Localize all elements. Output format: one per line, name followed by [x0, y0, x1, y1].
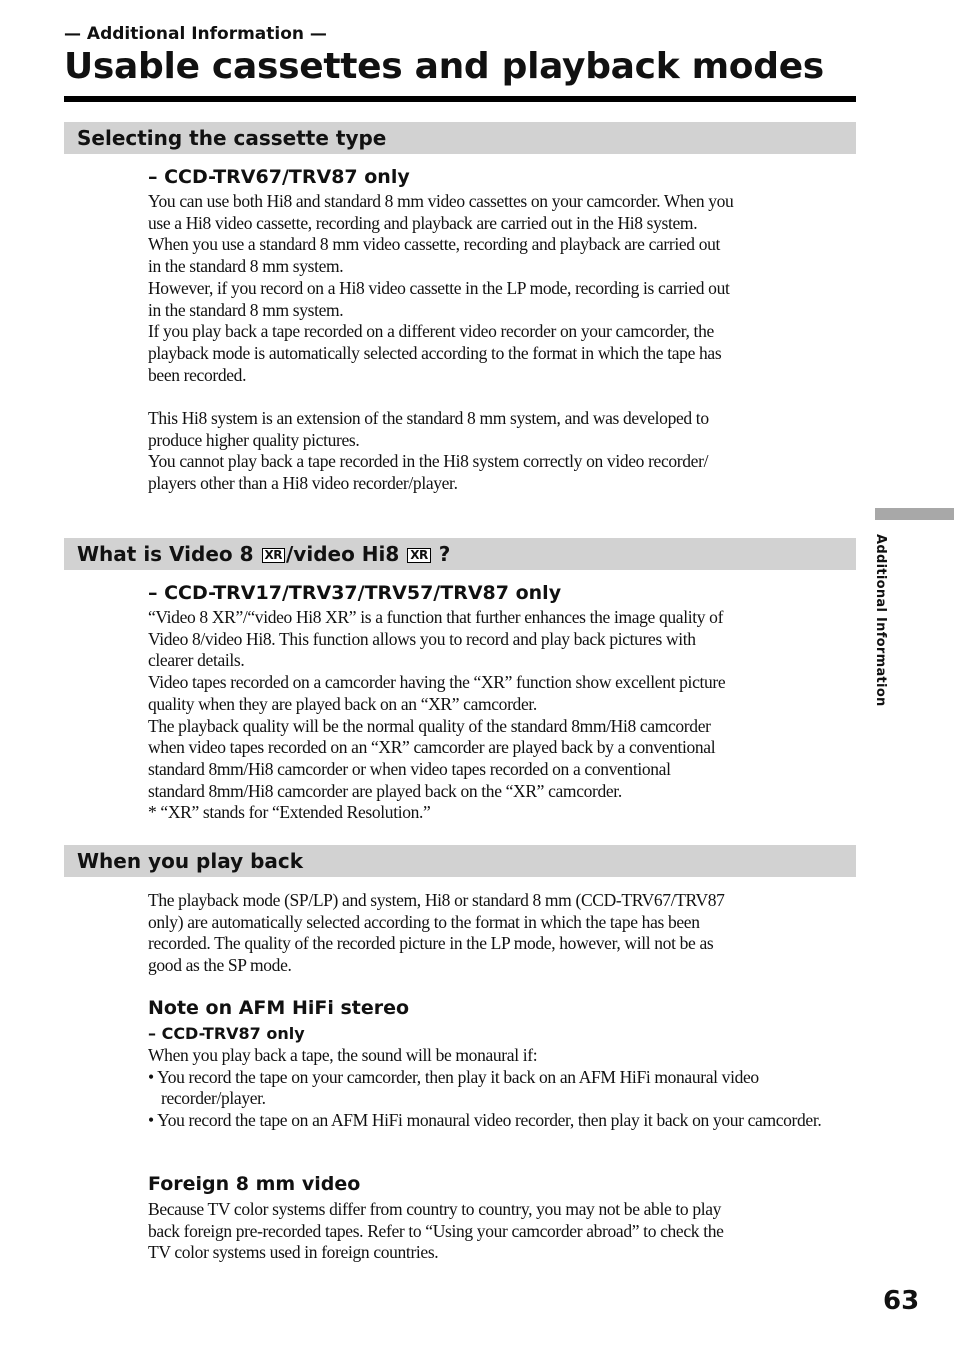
side-tab-label: Additional Information: [873, 534, 888, 707]
subheading-model-cassette: – CCD-TRV67/TRV87 only: [148, 166, 410, 188]
side-tab-marker: [875, 508, 954, 520]
subheading-model-xr: – CCD-TRV17/TRV37/TRV57/TRV87 only: [148, 582, 562, 604]
text-line: players other than a Hi8 video recorder/player.: [148, 473, 458, 494]
section-heading-play-back: When you play back: [64, 845, 856, 877]
text-line: playback mode is automatically selected according to the format in which the tape has: [148, 342, 722, 363]
section-label: — Additional Information —: [64, 24, 327, 44]
foreign-heading: Foreign 8 mm video: [148, 1173, 361, 1195]
text-line: Because TV color systems differ from country to country, you may not be able to play: [148, 1199, 722, 1219]
playback-body: [148, 890, 838, 977]
text-line: If you play back a tape recorded on a different video recorder on your camcorder, the: [148, 321, 714, 342]
text-line: back foreign pre-recorded tapes. Refer to “Using your camcorder abroad” to check the: [148, 1220, 724, 1241]
afm-body: [148, 1045, 838, 1132]
text-line: been recorded.: [148, 364, 247, 385]
page-number: 63: [883, 1286, 920, 1316]
text-line: use a Hi8 video cassette, recording and playback are carried out in the Hi8 system.: [148, 212, 698, 233]
text-line: standard 8mm/Hi8 camcorder are played back on the “XR” camcorder.: [148, 780, 622, 801]
xr-body: [148, 607, 838, 824]
text-line: when video tapes recorded on an “XR” camcorder are played back by a conventional: [148, 737, 716, 758]
heading-text: /video Hi8: [286, 542, 400, 566]
section-heading-cassette-type: Selecting the cassette type: [64, 122, 856, 154]
text-line: When you play back a tape, the sound will be monaural if:: [148, 1045, 538, 1065]
text-line: only) are automatically selected according to the format in which the tape has been: [148, 911, 700, 932]
text-line: good as the SP mode.: [148, 955, 292, 976]
text-line: clearer details.: [148, 650, 245, 671]
text-line: You cannot play back a tape recorded in the Hi8 system correctly on video recorder/: [148, 451, 709, 472]
text-line: You can use both Hi8 and standard 8 mm video cassettes on your camcorder. When you: [148, 191, 734, 211]
foreign-body: [148, 1199, 838, 1264]
afm-heading: Note on AFM HiFi stereo: [148, 997, 410, 1019]
text-line: This Hi8 system is an extension of the standard 8 mm system, and was developed to: [148, 408, 709, 429]
text-line: produce higher quality pictures.: [148, 429, 360, 450]
heading-text: ?: [438, 542, 451, 566]
cassette-body: [148, 191, 838, 495]
text-line: The playback mode (SP/LP) and system, Hi8 or standard 8 mm (CCD-TRV67/TRV87: [148, 890, 725, 910]
text-line: quality when they are played back on an “XR” camcorder.: [148, 693, 537, 714]
title-rule: [64, 96, 856, 102]
list-item: • You record the tape on your camcorder, then play it back on an AFM HiFi monaural video recorder/player.: [148, 1066, 759, 1109]
text-line: Video 8/video Hi8. This function allows you to record and play back pictures with: [148, 628, 696, 649]
text-line: “Video 8 XR”/“video Hi8 XR” is a function that further enhances the image quality of: [148, 607, 724, 627]
xr-badge-icon: XR: [262, 548, 286, 563]
text-line: However, if you record on a Hi8 video cassette in the LP mode, recording is carried out: [148, 277, 730, 298]
text-line: When you use a standard 8 mm video cassette, recording and playback are carried out: [148, 234, 721, 255]
heading-text: What is Video 8: [77, 542, 254, 566]
text-line: standard 8mm/Hi8 camcorder or when video tapes recorded on a conventional: [148, 758, 671, 779]
xr-badge-icon: XR: [407, 548, 431, 563]
section-heading-xr: [64, 538, 856, 570]
text-line: in the standard 8 mm system.: [148, 256, 344, 277]
text-line: in the standard 8 mm system.: [148, 299, 344, 320]
page-title: Usable cassettes and playback modes: [64, 46, 824, 87]
text-line: TV color systems used in foreign countries.: [148, 1242, 439, 1263]
afm-subheading: – CCD-TRV87 only: [148, 1024, 305, 1043]
text-line: The playback quality will be the normal quality of the standard 8mm/Hi8 camcorder: [148, 715, 711, 736]
text-line: Video tapes recorded on a camcorder having the “XR” function show excellent picture: [148, 672, 726, 693]
footnote: * “XR” stands for “Extended Resolution.”: [148, 802, 431, 823]
list-item: • You record the tape on an AFM HiFi monaural video recorder, then play it back on your camcorder.: [148, 1110, 822, 1131]
text-line: recorded. The quality of the recorded picture in the LP mode, however, will not be as: [148, 933, 714, 954]
